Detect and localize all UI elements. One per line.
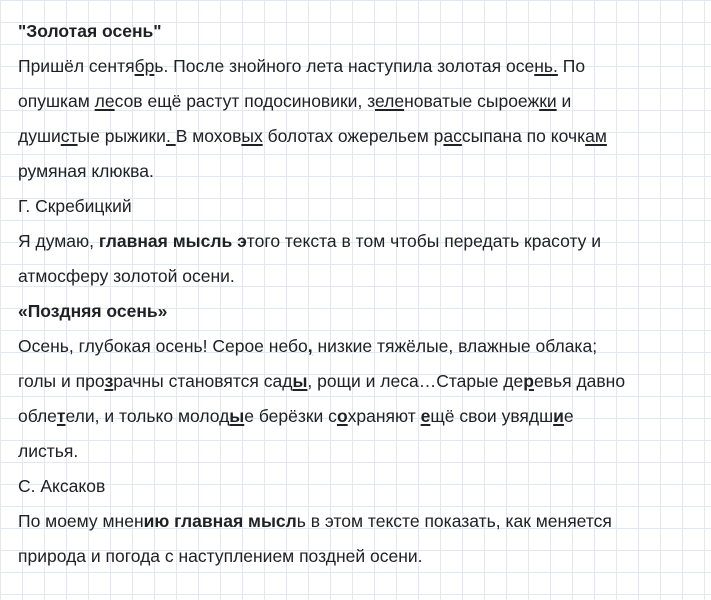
text2-line-2: голы и прозрачны становятся сады, рощи и леса…Старые деревья давно: [18, 371, 626, 391]
marked-letters: р: [523, 371, 534, 391]
marked-letters: нь.: [534, 56, 558, 76]
text1-title: "Золотая осень": [18, 21, 162, 41]
text1-author: Г. Скребицкий: [18, 196, 132, 216]
text1-main-idea-line-1: Я думаю, главная мысль этого текста в том чтобы передать красоту и: [18, 231, 602, 251]
text1-main-idea-line-2: атмосферу золотой осени.: [18, 266, 235, 286]
bold-phrase: главная мысль э: [98, 231, 247, 251]
marked-letters: ,: [307, 336, 313, 356]
marked-letters: .: [165, 126, 176, 146]
marked-letters: ы: [229, 406, 245, 426]
text2-line-4: листья.: [18, 441, 79, 461]
text2-author: С. Аксаков: [18, 476, 106, 496]
marked-letters: ам: [585, 126, 607, 146]
text1-line-2: опушкам лесов ещё растут подосиновики, зеленоватые сыроежки и: [18, 91, 572, 111]
marked-letters: ки: [539, 91, 557, 111]
marked-letters: бр: [134, 56, 155, 76]
marked-letters: т: [56, 406, 66, 426]
marked-letters: еле: [375, 91, 405, 111]
marked-letters: з: [104, 371, 114, 391]
marked-letters: ле: [94, 91, 115, 111]
marked-letters: ых: [241, 126, 263, 146]
text1-line-4: румяная клюква.: [18, 161, 154, 181]
marked-letters: ас: [443, 126, 462, 146]
marked-letters: е: [420, 406, 431, 426]
text1-line-3: душистые рыжики. В моховых болотах ожерельем рассыпана по кочкам: [18, 126, 607, 146]
marked-letters: о: [336, 406, 348, 426]
marked-letters: и: [553, 406, 564, 426]
text1-line-1: Пришёл сентябрь. После знойного лета наступила золотая осень. По: [18, 56, 586, 76]
text2-line-1: Осень, глубокая осень! Серое небо, низкие тяжёлые, влажные облака;: [18, 336, 598, 356]
text2-line-3: облетели, и только молодые берёзки сохраняют ещё свои увядшие: [18, 406, 574, 426]
bold-phrase: ию главная мысл: [143, 511, 297, 531]
text2-title: «Поздняя осень»: [18, 301, 168, 321]
marked-letters: ы: [292, 371, 308, 391]
text2-main-idea-line-2: природа и погода с наступлением поздней осени.: [18, 546, 423, 566]
marked-letters: ст: [60, 126, 78, 146]
text2-main-idea-line-1: По моему мнению главная мысль в этом тексте показать, как меняется: [18, 511, 612, 531]
